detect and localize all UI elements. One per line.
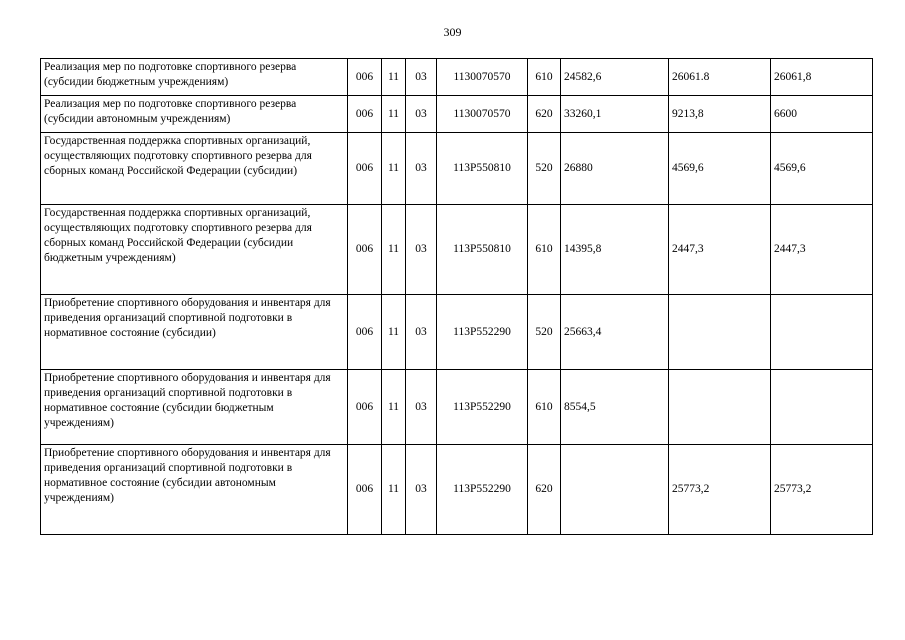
amount-year-3: 2447,3	[771, 205, 873, 295]
table-row	[41, 370, 873, 445]
ministry-code: 006	[348, 96, 382, 133]
row-name: Приобретение спортивного оборудования и инвентаря для приведения организаций спортивной подготовки в нормативное состояние (субсидии автономным учреждениям)	[41, 445, 348, 535]
table-row	[41, 445, 873, 535]
subsection-code: 03	[406, 133, 437, 205]
amount-year-1: 33260,1	[561, 96, 669, 133]
section-code: 11	[382, 133, 406, 205]
expense-type-code: 620	[528, 445, 561, 535]
target-code: 1130070570	[437, 96, 528, 133]
table-row	[41, 96, 873, 133]
subsection-code: 03	[406, 205, 437, 295]
section-code: 11	[382, 445, 406, 535]
expense-type-code: 610	[528, 59, 561, 96]
amount-year-2: 9213,8	[669, 96, 771, 133]
target-code: 113P552290	[437, 370, 528, 445]
subsection-code: 03	[406, 96, 437, 133]
section-code: 11	[382, 370, 406, 445]
amount-year-3	[771, 295, 873, 370]
row-name: Приобретение спортивного оборудования и инвентаря для приведения организаций спортивной подготовки в нормативное состояние (субсидии)	[41, 295, 348, 370]
expense-type-code: 620	[528, 96, 561, 133]
amount-year-1: 8554,5	[561, 370, 669, 445]
amount-year-3: 25773,2	[771, 445, 873, 535]
target-code: 113P550810	[437, 133, 528, 205]
amount-year-3	[771, 370, 873, 445]
expense-type-code: 610	[528, 370, 561, 445]
amount-year-3: 6600	[771, 96, 873, 133]
amount-year-1: 24582,6	[561, 59, 669, 96]
section-code: 11	[382, 295, 406, 370]
amount-year-2: 2447,3	[669, 205, 771, 295]
ministry-code: 006	[348, 59, 382, 96]
page-number: 309	[443, 25, 462, 39]
subsection-code: 03	[406, 59, 437, 96]
table-row	[41, 133, 873, 205]
row-name: Приобретение спортивного оборудования и инвентаря для приведения организаций спортивной подготовки в нормативное состояние (субсидии бюджетным учреждениям)	[41, 370, 348, 445]
table-row	[41, 205, 873, 295]
table-row	[41, 295, 873, 370]
target-code: 113P552290	[437, 445, 528, 535]
amount-year-2: 25773,2	[669, 445, 771, 535]
target-code: 1130070570	[437, 59, 528, 96]
expense-type-code: 520	[528, 133, 561, 205]
amount-year-2: 4569,6	[669, 133, 771, 205]
amount-year-2: 26061.8	[669, 59, 771, 96]
budget-table	[40, 58, 873, 535]
ministry-code: 006	[348, 205, 382, 295]
target-code: 113P552290	[437, 295, 528, 370]
row-name: Реализация мер по подготовке спортивного резерва (субсидии автономным учреждениям)	[41, 96, 348, 133]
row-name: Государственная поддержка спортивных организаций, осуществляющих подготовку спортивного резерва для сборных команд Российской Федерации (субсидии бюджетным учреждениям)	[41, 205, 348, 295]
expense-type-code: 520	[528, 295, 561, 370]
row-name: Государственная поддержка спортивных организаций, осуществляющих подготовку спортивного резерва для сборных команд Российской Федерации (субсидии)	[41, 133, 348, 205]
ministry-code: 006	[348, 133, 382, 205]
expense-type-code: 610	[528, 205, 561, 295]
row-name: Реализация мер по подготовке спортивного резерва (субсидии бюджетным учреждениям)	[41, 59, 348, 96]
ministry-code: 006	[348, 295, 382, 370]
amount-year-2	[669, 295, 771, 370]
section-code: 11	[382, 59, 406, 96]
amount-year-1: 26880	[561, 133, 669, 205]
amount-year-3: 4569,6	[771, 133, 873, 205]
section-code: 11	[382, 96, 406, 133]
amount-year-1: 25663,4	[561, 295, 669, 370]
subsection-code: 03	[406, 370, 437, 445]
amount-year-1: 14395,8	[561, 205, 669, 295]
target-code: 113P550810	[437, 205, 528, 295]
amount-year-3: 26061,8	[771, 59, 873, 96]
amount-year-2	[669, 370, 771, 445]
section-code: 11	[382, 205, 406, 295]
ministry-code: 006	[348, 445, 382, 535]
table-row	[41, 59, 873, 96]
subsection-code: 03	[406, 445, 437, 535]
amount-year-1	[561, 445, 669, 535]
ministry-code: 006	[348, 370, 382, 445]
subsection-code: 03	[406, 295, 437, 370]
